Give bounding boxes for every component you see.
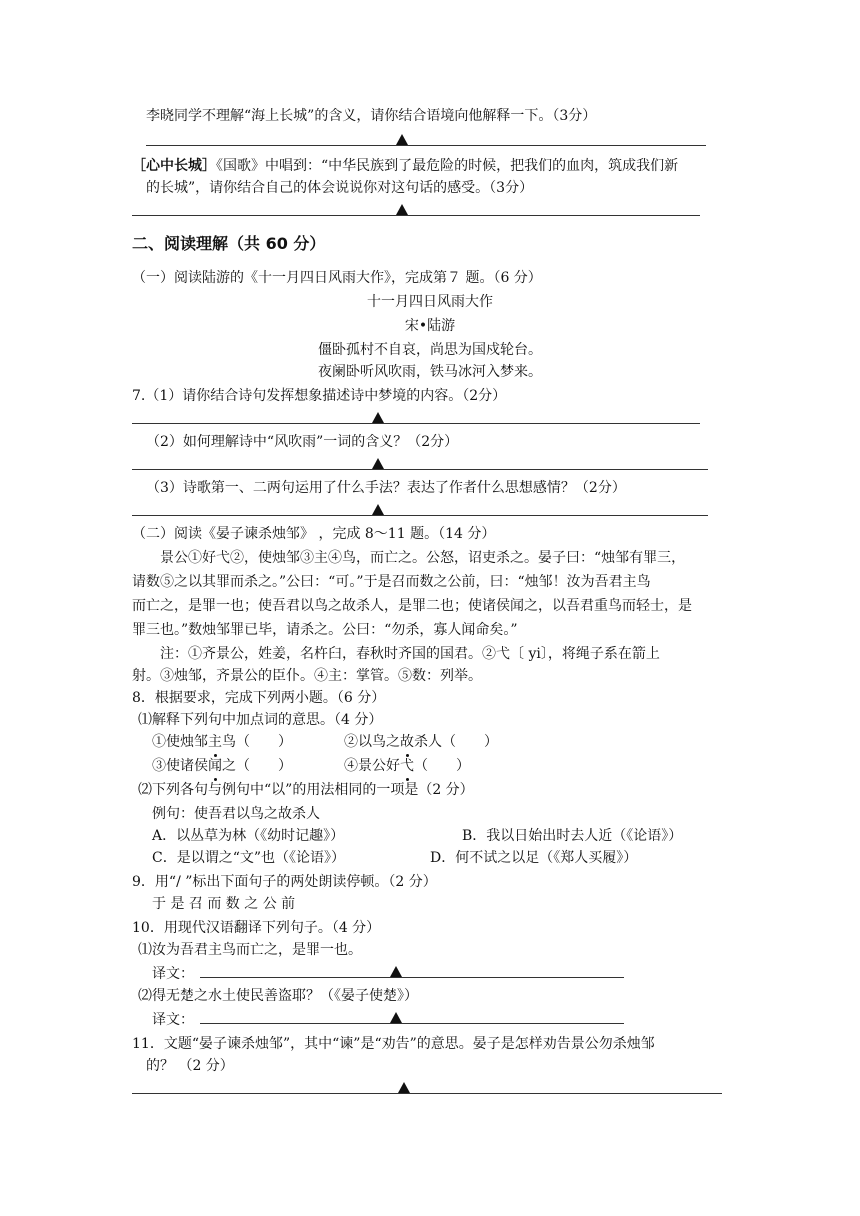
answer-line[interactable] [132, 1080, 722, 1100]
prose-note-line: 射。③烛邹，齐景公的臣仆。④主：掌管。⑤数：列举。 [132, 668, 482, 684]
poem-author: 宋•陆游 [404, 318, 456, 334]
dotted-word: 主 [208, 734, 222, 750]
heart-wall-tag: ［心中长城］ [132, 158, 216, 174]
answer-line[interactable] [132, 410, 700, 430]
question-8: 8．根据要求，完成下列两小题。（6 分） [132, 690, 386, 706]
answer-line[interactable] [146, 132, 706, 152]
answer-line[interactable] [132, 502, 708, 522]
word-item-3: ③使诸侯闻之（ ） [152, 758, 292, 774]
option-c: C．是以谓之“文”也（《论语》） [152, 850, 346, 866]
triangle-icon [372, 458, 384, 469]
translation-label: 译文： [152, 966, 194, 982]
option-a: A．以丛草为林（《幼时记趣》） [152, 828, 345, 844]
question-11-cont: 的？ （2 分） [146, 1058, 234, 1074]
dotted-word: 闻 [208, 758, 222, 774]
triangle-icon [398, 1082, 410, 1093]
question-11: 11．文题“晏子谏杀烛邹”，其中“谏”是“劝告”的意思。晏子是怎样劝告景公勿杀烛邹 [132, 1036, 655, 1052]
translate-sentence-2: ⑵得无楚之水土使民善盗耶？（《晏子使楚》） [138, 988, 418, 1004]
prose-paragraph-line: 而亡之，是罪一也；使吾君以鸟之故杀人，是罪二也；使诸侯闻之，以吾君重鸟而轻士，是 [132, 598, 692, 614]
poem-line-1: 僵卧孤村不自哀，尚思为国戍轮台。 [318, 342, 542, 358]
prose-note-line: 注：①齐景公，姓姜，名杵臼，春秋时齐国的国君。②弋〔 yi〕，将绳子系在箭上 [160, 646, 660, 662]
poem-intro: （一）阅读陆游的《十一月四日风雨大作》，完成第７ 题。（6 分） [132, 270, 542, 286]
triangle-icon [372, 412, 384, 423]
answer-line[interactable] [132, 202, 700, 222]
triangle-icon [390, 966, 402, 977]
prose-intro: （二）阅读《晏子谏杀烛邹》 ，完成 8～11 题。（14 分） [132, 526, 496, 542]
dotted-word: 弋 [400, 758, 414, 774]
translation-label: 译文： [152, 1012, 194, 1028]
question-9: 9．用“/ ”标出下面句子的两处朗读停顿。（2 分） [132, 874, 437, 890]
prose-paragraph-line: 景公①好弋②，使烛邹③主④鸟，而亡之。公怒，诏吏杀之。晏子曰：“烛邹有罪三， [160, 550, 686, 566]
translation-answer-line[interactable] [200, 964, 624, 984]
option-d: D．何不试之以足（《郑人买履》） [430, 850, 638, 866]
translate-sentence-1: ⑴汝为吾君主鸟而亡之，是罪一也。 [138, 942, 362, 958]
option-b: B．我以日始出时去人近（《论语》） [462, 828, 683, 844]
poem-line-2: 夜阑卧听风吹雨，铁马冰河入梦来。 [318, 364, 542, 380]
word-item-1: ①使烛邹主鸟（ ） [152, 734, 292, 750]
question-10: 10．用现代汉语翻译下列句子。（4 分） [132, 920, 381, 936]
word-item-2: ②以鸟之故杀人（ ） [344, 734, 498, 750]
triangle-icon [390, 1012, 402, 1023]
word-item-4: ④景公好弋（ ） [344, 758, 470, 774]
prose-paragraph-line: 请数⑤之以其罪而杀之。”公曰：“可。”于是召而数之公前，曰：“烛邹！汝为吾君主鸟 [132, 574, 651, 590]
heart-wall-text-2: 的长城”，请你结合自己的体会说说你对这句话的感受。（3分） [146, 180, 534, 196]
example-sentence: 例句：使吾君以鸟之故杀人 [152, 806, 320, 822]
section-title: 二、阅读理解（共 60 分） [132, 234, 326, 253]
question-haishang-changcheng: 李晓同学不理解“海上长城”的含义，请你结合语境向他解释一下。（3分） [146, 108, 597, 124]
heart-wall-question [132, 156, 678, 176]
question-8-1: ⑴解释下列句中加点词的意思。（4 分） [138, 712, 383, 728]
prose-paragraph-line: 罪三也。”数烛邹罪已毕，请杀之。公曰：“勿杀，寡人闻命矣。” [132, 622, 518, 638]
heart-wall-text-1: 《国歌》中唱到：“中华民族到了最危险的时候，把我们的血肉，筑成我们新 [216, 158, 679, 174]
answer-line[interactable] [132, 456, 708, 476]
question-7-1: 7.（1）请你结合诗句发挥想象描述诗中梦境的内容。（2分） [132, 388, 507, 404]
question-7-2: （2）如何理解诗中“风吹雨”一词的含义？（2分） [146, 434, 459, 450]
triangle-icon [396, 134, 408, 145]
translation-answer-line[interactable] [200, 1010, 624, 1030]
poem-title: 十一月四日风雨大作 [367, 294, 493, 310]
dotted-word: 故 [400, 734, 414, 750]
question-7-3: （3）诗歌第一、二两句运用了什么手法？表达了作者什么思想感情？（2分） [146, 480, 626, 496]
triangle-icon [396, 204, 408, 215]
pause-sentence: 于 是 召 而 数 之 公 前 [152, 896, 296, 912]
question-8-2: ⑵下列各句与例句中“以”的用法相同的一项是（2 分） [138, 782, 474, 798]
triangle-icon [372, 504, 384, 515]
